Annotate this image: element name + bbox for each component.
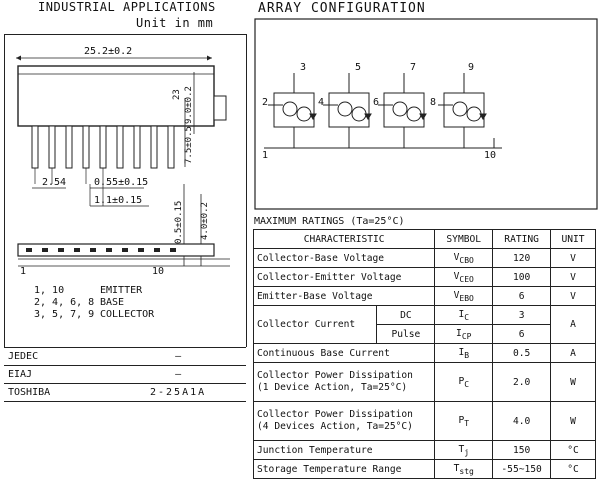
drawing-pin-1: 1 [20, 266, 27, 277]
array-pin-9: 9 [468, 62, 475, 73]
ratings-row [254, 287, 596, 306]
row-characteristic: Junction Temperature [254, 441, 435, 460]
row-characteristic: Storage Temperature Range [254, 460, 435, 479]
ratings-row [254, 441, 596, 460]
array-pin-5: 5 [355, 62, 362, 73]
array-pin-1: 1 [262, 150, 269, 161]
array-pin-6: 6 [373, 97, 380, 108]
array-pin-8: 8 [430, 97, 437, 108]
collector-current-label: Collector Current [254, 306, 377, 344]
row-rating: 150 [493, 441, 551, 460]
package-label: EIAJ [4, 366, 110, 384]
row-symbol: $I_B$ [435, 344, 493, 363]
row-rating: 0.5 [493, 344, 551, 363]
row-symbol: $P_T$ [435, 402, 493, 441]
array-pin-3: 3 [300, 62, 307, 73]
row-rating: -55~150 [493, 460, 551, 479]
row-characteristic: Collector Power Dissipation (1 Device Action, Ta=25°C) [254, 363, 435, 402]
pin-legend-role-3: COLLECTOR [100, 309, 155, 320]
industrial-applications-heading: INDUSTRIAL APPLICATIONS [38, 0, 216, 14]
ratings-row [254, 344, 596, 363]
row-symbol: $V_{CBO}$ [435, 249, 493, 268]
dc-label: DC [377, 306, 435, 325]
array-pin-10: 10 [484, 150, 497, 161]
header-rating: RATING [493, 230, 551, 249]
row-unit: A [551, 344, 596, 363]
dim-width: 25.2±0.2 [84, 46, 133, 57]
row-characteristic: Continuous Base Current [254, 344, 435, 363]
row-symbol: $V_{CEO}$ [435, 268, 493, 287]
dim-75: 7.5±0.5 [184, 126, 194, 164]
row-unit: V [551, 268, 596, 287]
ratings-row [254, 363, 596, 402]
package-label: TOSHIBA [4, 384, 110, 402]
dim-055: 0.55±0.15 [94, 177, 149, 188]
row-characteristic: Collector Power Dissipation (4 Devices Action, Ta=25°C) [254, 402, 435, 441]
dim-05: 0.5±0.15 [174, 200, 184, 244]
array-pin-4: 4 [318, 97, 325, 108]
package-row [4, 384, 246, 402]
dim-23: 23 [172, 89, 182, 100]
pulse-symbol: $I_{CP}$ [435, 325, 493, 344]
row-symbol: $T_{stg}$ [435, 460, 493, 479]
row-rating: 6 [493, 287, 551, 306]
row-unit: °C [551, 460, 596, 479]
dc-symbol: $I_C$ [435, 306, 493, 325]
header-characteristic: CHARACTERISTIC [254, 230, 435, 249]
package-label: JEDEC [4, 348, 110, 366]
ratings-row [254, 460, 596, 479]
dim-254: 2.54 [42, 177, 67, 188]
dim-90: 9.0±0.2 [184, 86, 194, 124]
row-unit: W [551, 402, 596, 441]
package-value: 2-25A1A [110, 384, 246, 402]
pin-legend-nums-3: 3, 5, 7, 9 [34, 309, 95, 320]
row-symbol: $P_C$ [435, 363, 493, 402]
ratings-row [254, 402, 596, 441]
dim-11: 1.1±0.15 [94, 195, 143, 206]
ratings-row [254, 306, 596, 325]
pulse-label: Pulse [377, 325, 435, 344]
row-rating: 4.0 [493, 402, 551, 441]
max-ratings-title: MAXIMUM RATINGS (Ta=25°C) [254, 216, 405, 227]
ratings-header-row [254, 230, 596, 249]
unit-label: Unit in mm [136, 16, 214, 30]
row-unit: °C [551, 441, 596, 460]
pin-legend-role-2: BASE [100, 297, 125, 308]
array-pin-7: 7 [410, 62, 417, 73]
row-symbol: $T_j$ [435, 441, 493, 460]
package-value: — [110, 366, 246, 384]
pin-legend-role-1: EMITTER [100, 285, 143, 296]
row-symbol: $V_{EBO}$ [435, 287, 493, 306]
row-unit: V [551, 249, 596, 268]
row-unit: V [551, 287, 596, 306]
row-unit: W [551, 363, 596, 402]
pin-legend-nums-1: 1, 10 [34, 285, 65, 296]
package-row [4, 366, 246, 384]
row-rating: 100 [493, 268, 551, 287]
dc-rating: 3 [493, 306, 551, 325]
ratings-row [254, 268, 596, 287]
dim-40: 4.0±0.2 [200, 202, 210, 240]
max-ratings-table [253, 229, 596, 479]
array-configuration-heading: ARRAY CONFIGURATION [258, 1, 426, 16]
array-configuration-schematic [254, 18, 598, 210]
package-row [4, 348, 246, 366]
row-characteristic: Collector-Base Voltage [254, 249, 435, 268]
row-rating: 120 [493, 249, 551, 268]
array-pin-2: 2 [262, 97, 269, 108]
ratings-row [254, 249, 596, 268]
row-characteristic: Collector-Emitter Voltage [254, 268, 435, 287]
package-info-table [4, 347, 246, 402]
row-characteristic: Emitter-Base Voltage [254, 287, 435, 306]
row-rating: 2.0 [493, 363, 551, 402]
pulse-rating: 6 [493, 325, 551, 344]
collector-current-unit: A [551, 306, 596, 344]
pin-legend-nums-2: 2, 4, 6, 8 [34, 297, 95, 308]
header-symbol: SYMBOL [435, 230, 493, 249]
package-value: — [110, 348, 246, 366]
header-unit: UNIT [551, 230, 596, 249]
drawing-pin-10: 10 [152, 266, 165, 277]
